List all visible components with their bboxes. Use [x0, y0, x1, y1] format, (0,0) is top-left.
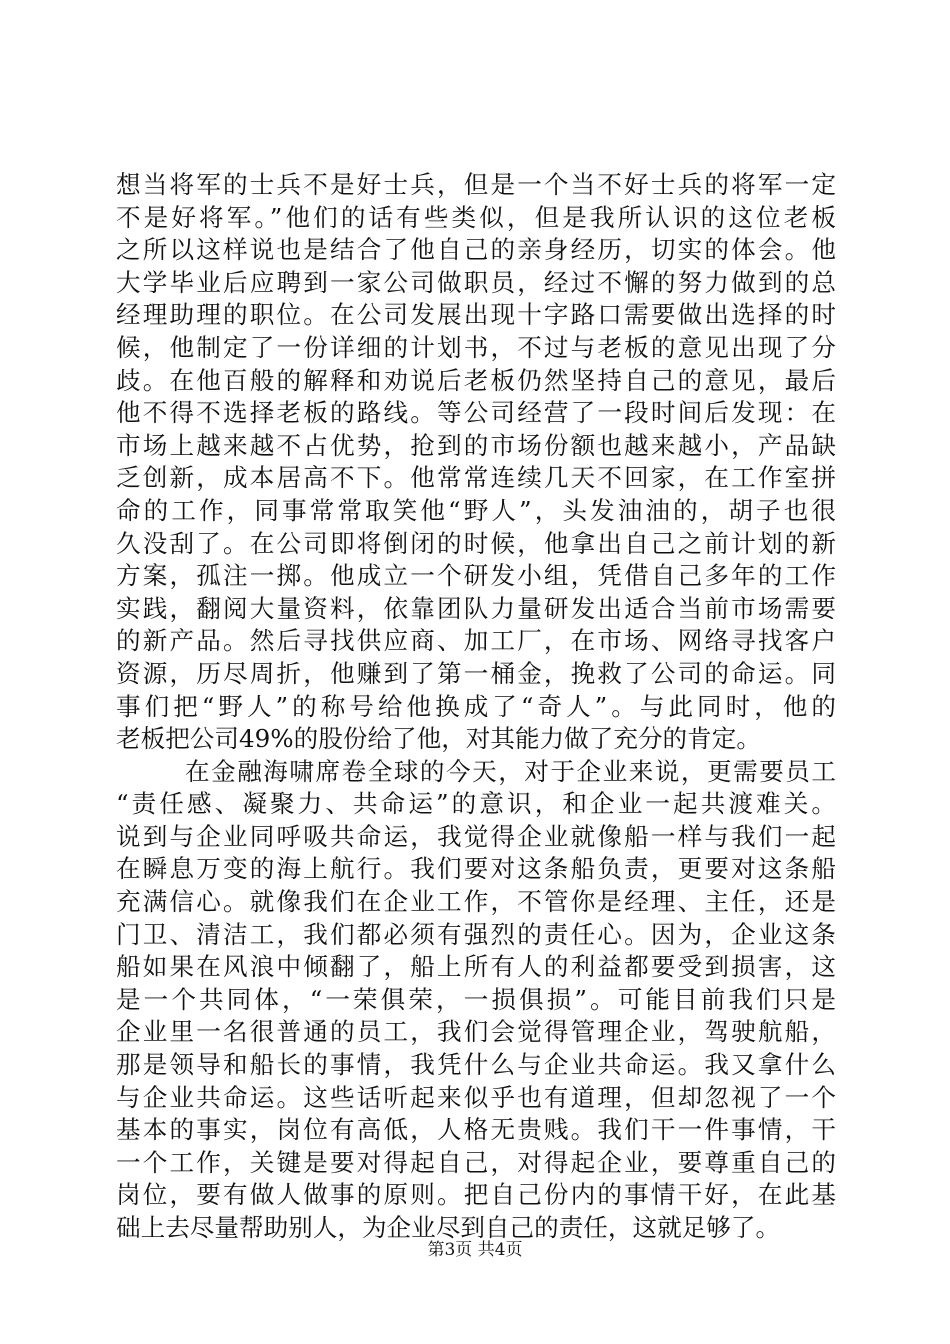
text-line: 船如果在风浪中倾翻了，船上所有人的利益都要受到损害，这 — [116, 952, 836, 982]
text-line: 方案，孤注一掷。他成立一个研发小组，凭借自己多年的工作 — [116, 561, 836, 591]
text-line: 础上去尽量帮助别人，为企业尽到自己的责任，这就足够了。 — [116, 1213, 781, 1242]
text-line: 充满信心。就像我们在企业工作，不管你是经理、主任，还是 — [116, 887, 836, 917]
text-line: 在瞬息万变的海上航行。我们要对这条船负责，更要对这条船 — [116, 854, 836, 884]
paragraph-2 — [116, 756, 836, 1245]
text-line: 命的工作，同事常常取笑他“野人”，头发油油的，胡子也很 — [116, 495, 836, 525]
text-line: 实践，翻阅大量资料，依靠团队力量研发出适合当前市场需要 — [116, 593, 836, 623]
text-line: 在金融海啸席卷全球的今天，对于企业来说，更需要员工 — [185, 756, 836, 786]
text-line: 经理助理的职位。在公司发展出现十字路口需要做出选择的时 — [116, 300, 836, 330]
text-line: 事们把“野人”的称号给他换成了“奇人”。与此同时，他的 — [116, 691, 836, 721]
text-line: 他不得不选择老板的路线。等公司经营了一段时间后发现：在 — [116, 398, 836, 428]
text-line: “责任感、凝聚力、共命运”的意识，和企业一起共渡难关。 — [116, 789, 836, 819]
text-line: 久没刮了。在公司即将倒闭的时候，他拿出自己之前计划的新 — [116, 528, 836, 558]
document-body — [116, 169, 836, 1245]
text-line: 之所以这样说也是结合了他自己的亲身经历，切实的体会。他 — [116, 235, 836, 265]
paragraph-1 — [116, 169, 836, 756]
text-line: 大学毕业后应聘到一家公司做职员，经过不懈的努力做到的总 — [116, 267, 836, 297]
text-line: 老板把公司49%的股份给了他，对其能力做了充分的肯定。 — [116, 724, 761, 754]
text-line: 一个工作，关键是要对得起自己，对得起企业，要尊重自己的 — [116, 1147, 836, 1177]
text-line: 企业里一名很普通的员工，我们会觉得管理企业，驾驶航船， — [116, 1017, 836, 1047]
text-line: 的新产品。然后寻找供应商、加工厂，在市场、网络寻找客户 — [116, 626, 836, 656]
text-line: 资源，历尽周折，他赚到了第一桶金，挽救了公司的命运。同 — [116, 658, 836, 688]
text-line: 候，他制定了一份详细的计划书，不过与老板的意见出现了分 — [116, 332, 836, 362]
text-line: 基本的事实，岗位有高低，人格无贵贱。我们干一件事情，干 — [116, 1115, 836, 1145]
text-line: 想当将军的士兵不是好士兵，但是一个当不好士兵的将军一定 — [116, 170, 836, 199]
text-line: 岗位，要有做人做事的原则。把自己份内的事情干好，在此基 — [116, 1180, 836, 1210]
text-line: 市场上越来越不占优势，抢到的市场份额也越来越小，产品缺 — [116, 430, 836, 460]
text-line: 那是领导和船长的事情，我凭什么与企业共命运。我又拿什么 — [116, 1050, 836, 1080]
page-number-footer: 第3页 共4页 — [427, 1240, 523, 1260]
text-line: 是一个共同体，“一荣俱荣，一损俱损”。可能目前我们只是 — [116, 984, 836, 1014]
text-line: 不是好将军。”他们的话有些类似，但是我所认识的这位老板 — [116, 202, 836, 232]
text-line: 说到与企业同呼吸共命运，我觉得企业就像船一样与我们一起 — [116, 821, 836, 851]
text-line: 歧。在他百般的解释和劝说后老板仍然坚持自己的意见，最后 — [116, 365, 836, 395]
text-line: 乏创新，成本居高不下。他常常连续几天不回家，在工作室拼 — [116, 463, 836, 493]
text-line: 门卫、清洁工，我们都必须有强烈的责任心。因为，企业这条 — [116, 919, 836, 949]
text-line: 与企业共命运。这些话听起来似乎也有道理，但却忽视了一个 — [116, 1082, 836, 1112]
